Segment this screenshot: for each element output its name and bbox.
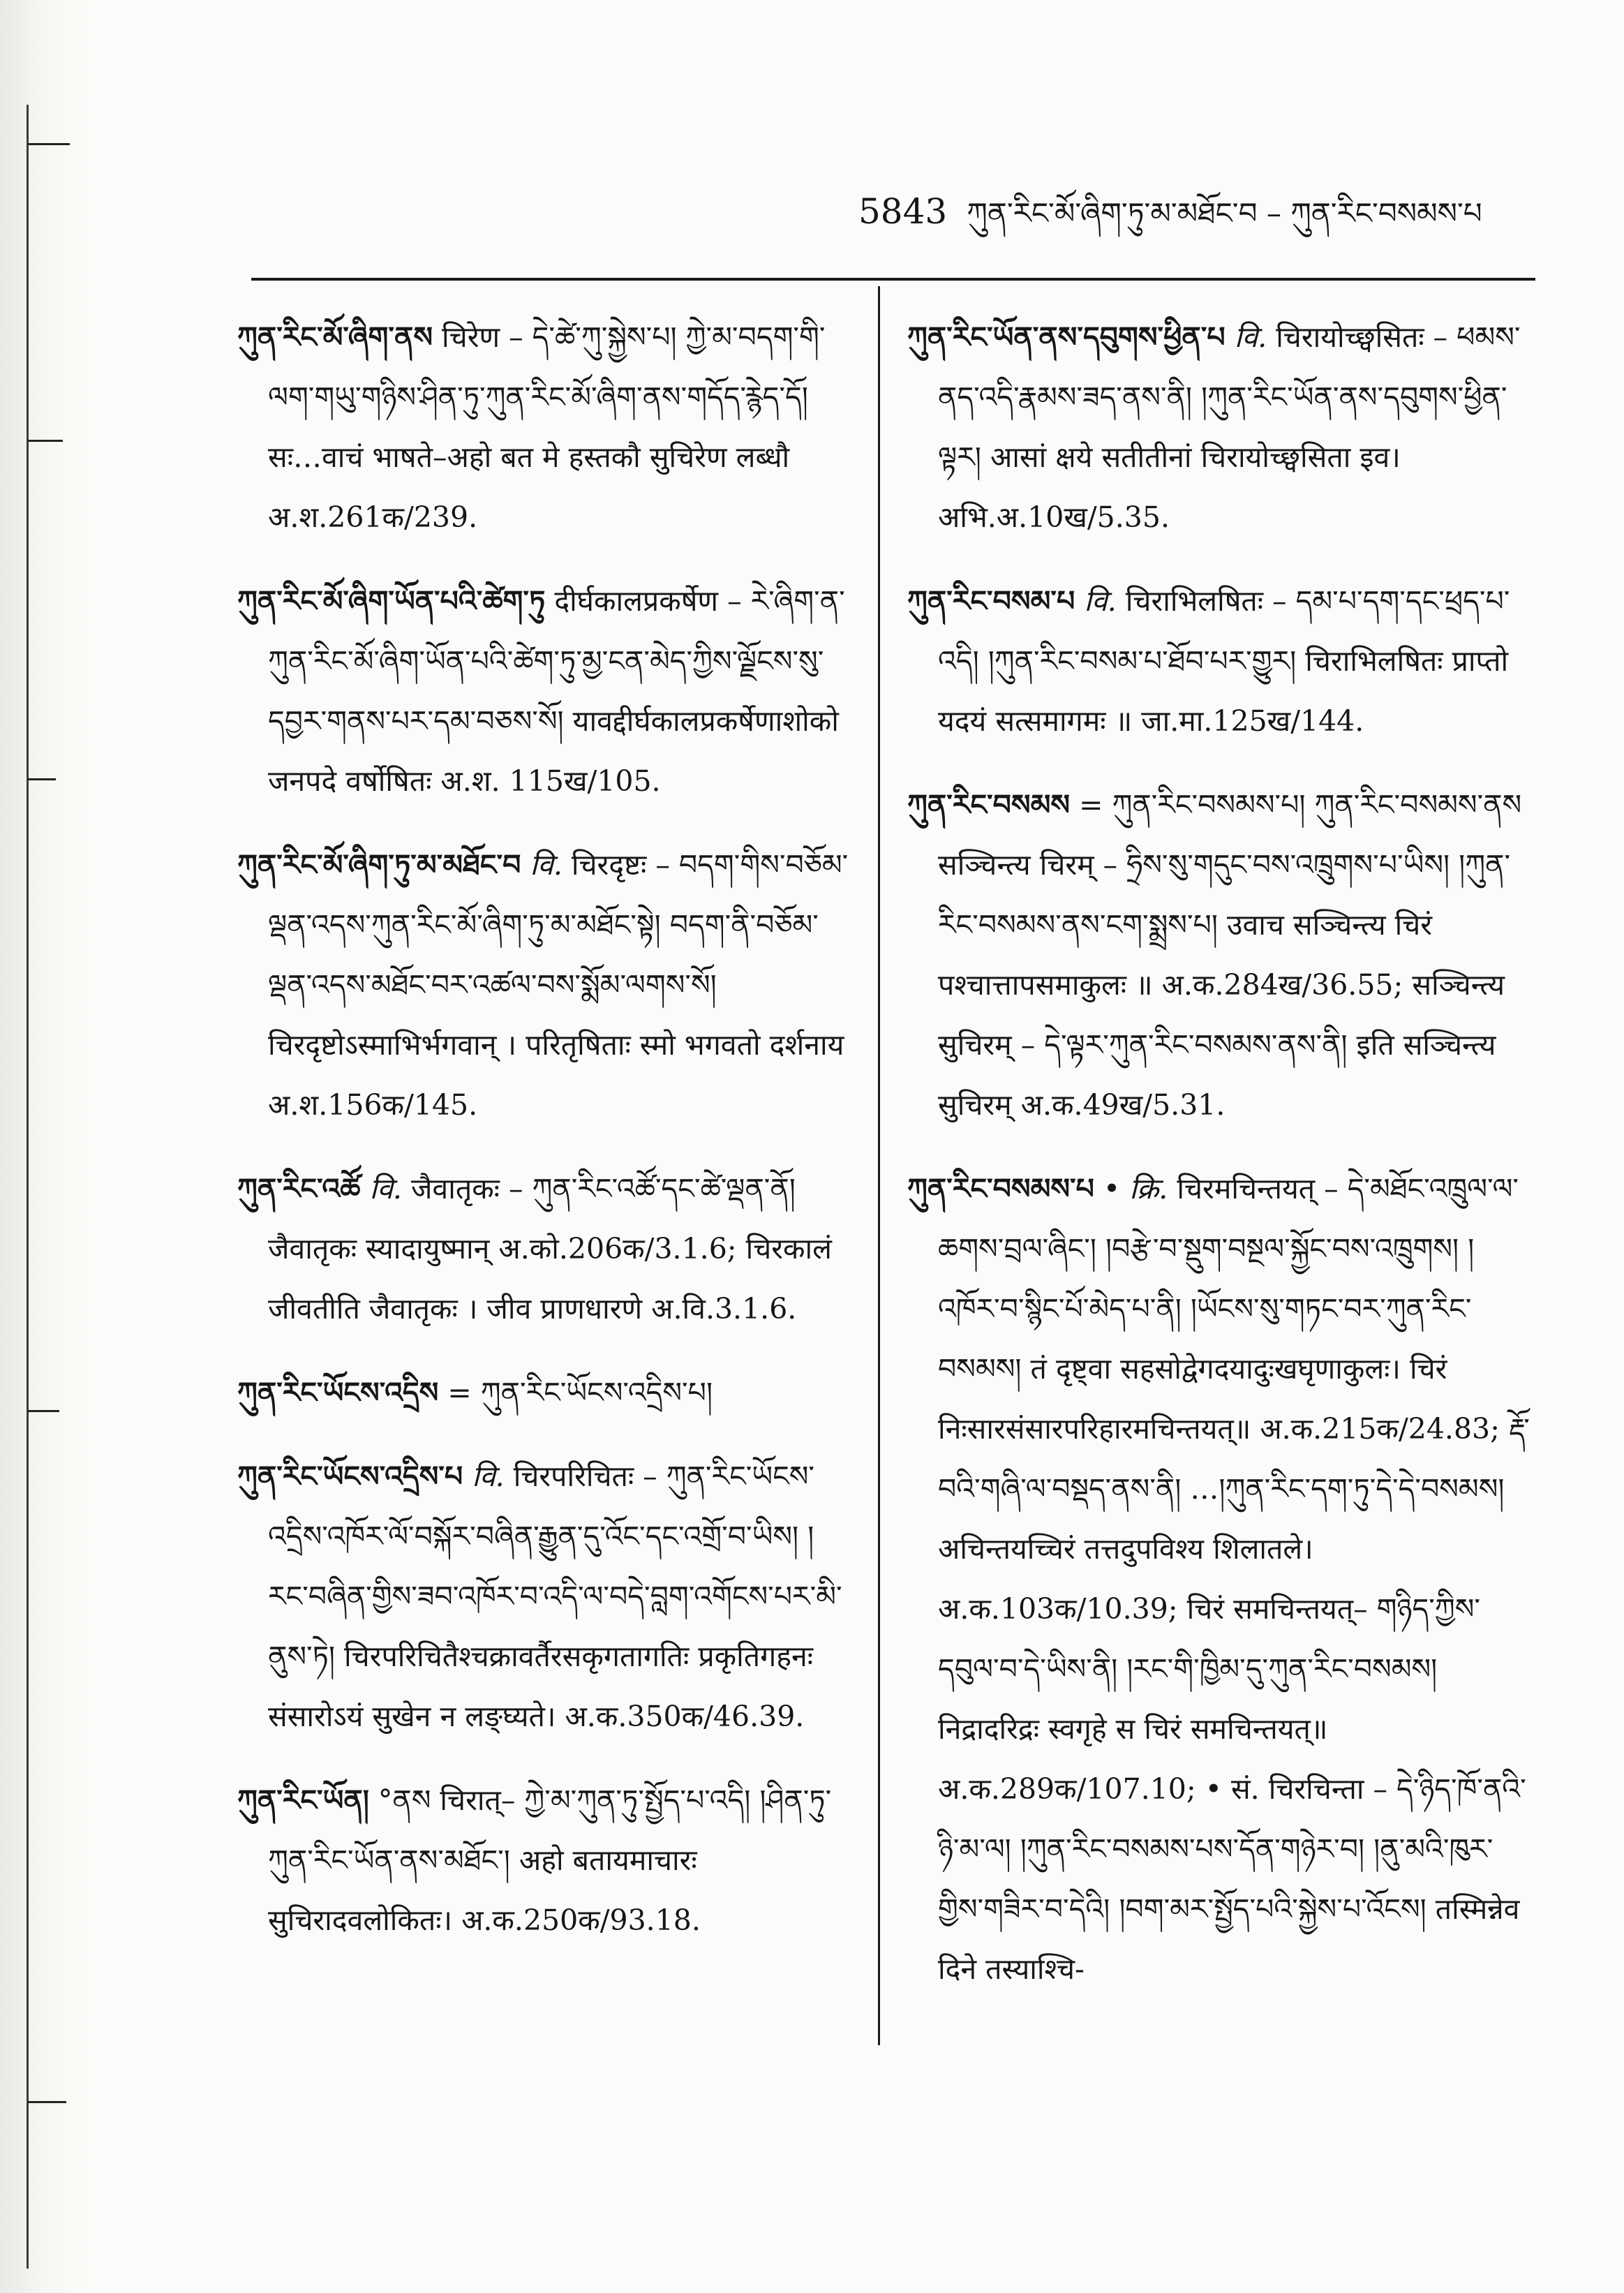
entry-text: = ཀུན་རིང་ཡོངས་འདྲིས་པ། bbox=[447, 1376, 713, 1409]
dictionary-entry bbox=[237, 835, 851, 1135]
binding-edge-tick bbox=[28, 143, 70, 145]
entry-text: चिराभिलषितः – དམ་པ་དག་དང་ཕྲད་པ་འདི། །ཀུན་རིང་བསམ་པ་ཐོབ་པར་གྱུར། चिराभिलषितः प्राप्तो यदयं सत्समागमः ॥ जा.मा.125ख/144. bbox=[938, 584, 1510, 738]
entry-grammar: वि. bbox=[1084, 584, 1117, 618]
entry-grammar: वि. bbox=[530, 848, 563, 882]
dictionary-entry bbox=[907, 1159, 1535, 1999]
left-column bbox=[237, 307, 851, 1974]
dictionary-entry bbox=[907, 307, 1535, 547]
dictionary-entry bbox=[907, 775, 1535, 1135]
binding-edge-line bbox=[27, 105, 29, 2269]
entry-headword: ཀུན་རིང་ཡོན་ནས་དབུགས་ཕྱིན་པ bbox=[907, 320, 1226, 354]
entry-headword: ཀུན་རིང་མོ་ཞིག་ཡོན་པའི་ཚེག་ཏུ bbox=[237, 584, 546, 618]
dictionary-entry bbox=[907, 571, 1535, 751]
entry-text: = ཀུན་རིང་བསམས་པ། ཀུན་རིང་བསམས་ནས सञ्चिन्त्य चिरम् – ཧྲིས་སུ་གདུང་བས་འཁྲུགས་པ་ཡིས། །ཀུན་རིང་བསམས་ནས་ངག་སྨྲས་པ། उवाच सञ्चिन्त्य चिरं पश्चात्तापसमाकुलः ॥ अ.क.284ख/36.55; सञ्चिन्त्य सुचिरम् – དེ་ལྟར་ཀུན་རིང་བསམས་ནས་ནི། इति सञ्चिन्त्य सुचिरम् अ.क.49ख/5.31. bbox=[938, 788, 1522, 1122]
column-divider bbox=[878, 286, 880, 2045]
entry-headword: ཀུན་རིང་བསམ་པ bbox=[907, 584, 1075, 618]
page-header bbox=[858, 180, 1556, 263]
binding-edge-tick bbox=[28, 2101, 66, 2103]
page-number: 5843 bbox=[858, 191, 948, 232]
entry-text: चिरायोच्छ्वसितः – ཕམས་ནད་འདི་རྣམས་ཟད་ནས་ནི། །ཀུན་རིང་ཡོན་ནས་དབུགས་ཕྱིན་ལྟར། आसां क्षये सतीतीनां चिरायोच्छ्वसिता इव। अभि.अ.10ख/5.35. bbox=[938, 320, 1521, 534]
entry-grammar: • क्रि. bbox=[1103, 1172, 1168, 1205]
guide-words: ཀུན་རིང་མོ་ཞིག་ཏུ་མ་མཐོང་བ – ཀུན་རིང་བསམས་པ bbox=[967, 196, 1482, 230]
binding-edge-tick bbox=[28, 440, 63, 442]
entry-headword: ཀུན་རིང་ཡོངས་འདྲིས bbox=[237, 1376, 439, 1409]
entry-grammar: वि. bbox=[472, 1460, 505, 1493]
scan-margin bbox=[0, 0, 84, 2293]
entry-text: जैवातृकः – ཀུན་རིང་འཚོ་དང་ཚེ་ལྡན་ནོ། जैवातृकः स्यादायुष्मान् अ.को.206क/3.1.6; चिरकालं जीवतीति जैवातृकः । जीव प्राणधारणे अ.वि.3.1.6. bbox=[268, 1172, 832, 1326]
binding-edge-tick bbox=[28, 1410, 59, 1412]
binding-edge-tick bbox=[28, 778, 56, 780]
entry-grammar: वि. bbox=[1234, 320, 1267, 354]
dictionary-entry bbox=[237, 571, 851, 811]
entry-headword: ཀུན་རིང་ཡོན། bbox=[237, 1783, 369, 1817]
entry-text: चिरदृष्टः – བདག་གིས་བཅོམ་ལྡན་འདས་ཀུན་རིང་མོ་ཞིག་ཏུ་མ་མཐོང་སྟེ། བདག་ནི་བཅོམ་ལྡན་འདས་མཐོང་བར་འཚལ་བས་སྨོམ་ལགས་སོ། चिरदृष्टोऽस्माभिर्भगवान् । परितृषिताः स्मो भगवतो दर्शनाय अ.श.156क/145. bbox=[268, 848, 849, 1122]
entry-headword: ཀུན་རིང་བསམས bbox=[907, 788, 1071, 822]
right-column bbox=[907, 307, 1535, 2023]
entry-headword: ཀུན་རིང་འཚོ bbox=[237, 1172, 361, 1205]
entry-text: चिरमचिन्तयत् – དེ་མཐོང་འཁྲུལ་ལ་ཆགས་བྲལ་ཞིང་། །བརྩེ་བ་སྡུག་བསྔལ་སྐྱོང་བས་འཁྲུགས། །འཁོར་བ་སྙིང་པོ་མེད་པ་ནི། །ཡོངས་སུ་གཏང་བར་ཀུན་རིང་བསམས། तं दृष्ट्वा सहसोद्वेगदयादुःखघृणाकुलः। चिरं निःसारसंसारपरिहारमचिन्तयत्॥ अ.क.215क/24.83; རྡོ་བའི་གཞི་ལ་བསྡད་ནས་ནི། …།ཀུན་རིང་དག་ཏུ་དེ་དེ་བསམས། अचिन्तयच्चिरं तत्तदुपविश्य शिलातले। अ.क.103क/10.39; चिरं समचिन्तयत्– གཉིད་ཀྱིས་དབུལ་བ་དེ་ཡིས་ནི། །རང་གི་ཁྱིམ་དུ་ཀུན་རིང་བསམས། निद्रादरिद्रः स्वगृहे स चिरं समचिन्तयत्॥ अ.क.289क/107.10; • सं. चिरचिन्ता – དེ་ཉིད་ཁོ་ནའི་ཉི་མ་ལ། །ཀུན་རིང་བསམས་པས་དོན་གཉེར་བ། །ནུ་མའི་ཁུར་གྱིས་གཟིར་བ་དེའི། །བག་མར་སྤྱོད་པའི་སྐྱེས་པ་འོངས། तस्मिन्नेव दिने तस्याश्चि- bbox=[938, 1172, 1530, 1986]
dictionary-entry bbox=[237, 1770, 851, 1950]
dictionary-entry bbox=[237, 1363, 851, 1423]
entry-text: चिरपरिचितः – ཀུན་རིང་ཡོངས་འདྲིས་འཁོར་ལོ་བསྐོར་བཞིན་རྒྱུན་དུ་འོང་དང་འགྲོ་བ་ཡིས། །རང་བཞིན་གྱིས་ཟབ་འཁོར་བ་འདི་ལ་བདེ་བླག་འགོངས་པར་མི་ནུས་ཏེ། चिरपरिचितैश्चक्रावर्तैरसकृगतागतिः प्रकृतिगहनः संसारोऽयं सुखेन न लङ्घ्यते। अ.क.350क/46.39. bbox=[268, 1460, 842, 1733]
entry-text: °ནས चिरात्– ཀྱེ་མ་ཀུན་ཏུ་སྤྱོད་པ་འདི། །ཤིན་ཏུ་ཀུན་རིང་ཡོན་ནས་མཐོང་། अहो बतायमाचारः सुचिरादवलोकितः। अ.क.250क/93.18. bbox=[268, 1783, 832, 1937]
entry-text: चिरेण – དེ་ཚེ་ཀུ་སྐྱེས་པ། ཀྱེ་མ་བདག་གི་ལག་གཡུ་གཉིས་ཤིན་ཏུ་ཀུན་རིང་མོ་ཞིག་ནས་གདོད་རྙེད་དོ། सः…वाचं भाषते–अहो बत मे हस्तकौ सुचिरेण लब्धौ अ.श.261क/239. bbox=[268, 320, 826, 534]
entry-headword: ཀུན་རིང་མོ་ཞིག་ཏུ་མ་མཐོང་བ bbox=[237, 848, 521, 882]
entry-grammar: वि. bbox=[369, 1172, 402, 1205]
dictionary-entry bbox=[237, 1159, 851, 1339]
dictionary-entry bbox=[237, 307, 851, 547]
entry-text: दीर्घकालप्रकर्षेण – རེ་ཞིག་ན་ཀུན་རིང་མོ་ཞིག་ཡོན་པའི་ཚེག་ཏུ་མྱ་ངན་མེད་ཀྱིས་ལྗོངས་སུ་དབྱར་གནས་པར་དམ་བཅས་སོ། यावद्दीर्घकालप्रकर्षेणाशोको जनपदे वर्षोषितः अ.श. 115ख/105. bbox=[268, 584, 845, 798]
entry-headword: ཀུན་རིང་བསམས་པ bbox=[907, 1172, 1094, 1205]
dictionary-entry bbox=[237, 1446, 851, 1746]
header-rule bbox=[251, 278, 1535, 281]
entry-headword: ཀུན་རིང་ཡོངས་འདྲིས་པ bbox=[237, 1460, 463, 1493]
entry-headword: ཀུན་རིང་མོ་ཞིག་ནས bbox=[237, 320, 433, 354]
